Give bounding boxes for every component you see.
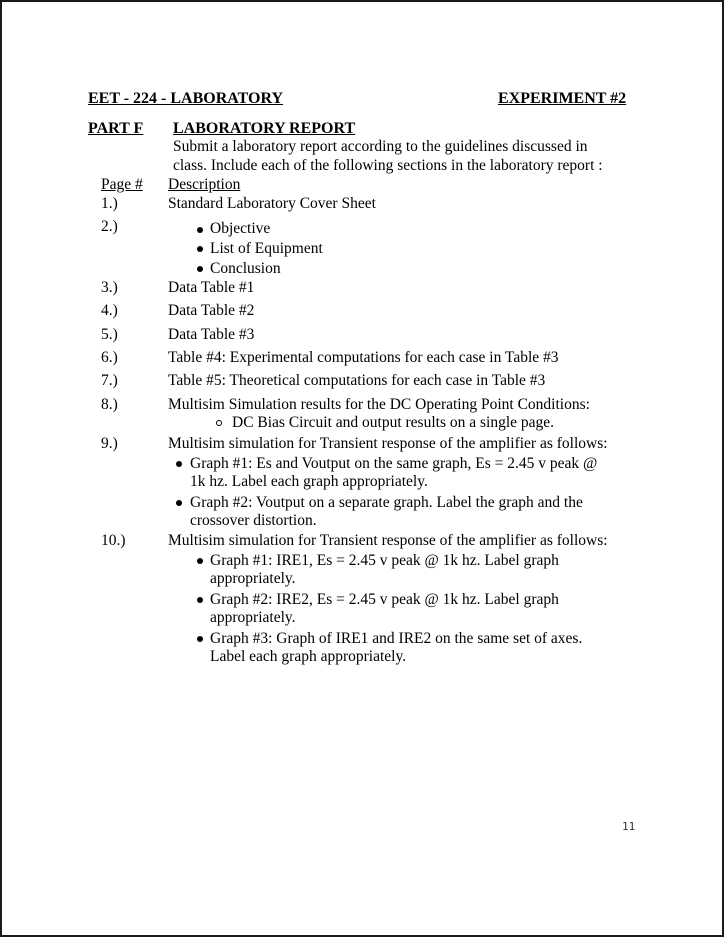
hollow-bullet-icon (216, 420, 222, 426)
item-text: Table #4: Experimental computations for each case in Table #3 (168, 349, 559, 366)
bullet-text: Conclusion (210, 260, 281, 277)
item-text: Table #5: Theoretical computations for each case in Table #3 (168, 372, 546, 389)
item-text: Data Table #2 (168, 302, 255, 319)
bullet-icon (197, 597, 203, 603)
bullet-icon (197, 558, 203, 564)
item-text: Multisim Simulation results for the DC Operating Point Conditions: (168, 396, 590, 413)
bullet-text: Graph #1: IRE1, Es = 2.45 v peak @ 1k hz. Label graph (210, 552, 559, 569)
item-text: Data Table #3 (168, 326, 255, 343)
item-number: 5.) (101, 326, 118, 343)
bullet-text: Objective (210, 220, 271, 237)
bullet-icon (176, 461, 182, 467)
bullet-icon (197, 246, 203, 252)
bullet-text: List of Equipment (210, 240, 323, 257)
bullet-text: Graph #2: Voutput on a separate graph. Label the graph and the (190, 494, 583, 511)
page-number: 11 (622, 820, 636, 833)
bullet-text: Label each graph appropriately. (210, 648, 407, 665)
item-number: 10.) (101, 532, 126, 549)
item-number: 6.) (101, 349, 118, 366)
bullet-icon (197, 636, 203, 642)
bullet-icon (197, 227, 203, 233)
bullet-text: Graph #1: Es and Voutput on the same graph, Es = 2.45 v peak @ (190, 455, 598, 472)
bullet-text: appropriately. (210, 609, 296, 626)
item-text: Data Table #1 (168, 279, 255, 296)
item-number: 8.) (101, 396, 118, 413)
item-number: 3.) (101, 279, 118, 296)
item-number: 1.) (101, 195, 118, 212)
experiment-title: EXPERIMENT #2 (498, 90, 627, 107)
sub-item-text: DC Bias Circuit and output results on a single page. (232, 414, 555, 431)
item-text: Multisim simulation for Transient response of the amplifier as follows: (168, 532, 608, 549)
item-text: Standard Laboratory Cover Sheet (168, 195, 376, 212)
bullet-text: Graph #3: Graph of IRE1 and IRE2 on the same set of axes. (210, 630, 583, 647)
bullet-text: crossover distortion. (190, 512, 317, 529)
item-number: 2.) (101, 218, 118, 235)
item-text: Multisim simulation for Transient response of the amplifier as follows: (168, 435, 608, 452)
page-column-heading: Page # (101, 176, 143, 193)
part-label: PART F (88, 120, 144, 137)
course-title: EET - 224 - LABORATORY (88, 90, 284, 107)
intro-line-2: class. Include each of the following sections in the laboratory report : (173, 157, 603, 174)
bullet-text: appropriately. (210, 570, 296, 587)
part-title: LABORATORY REPORT (173, 120, 356, 137)
intro-line-1: Submit a laboratory report according to the guidelines discussed in (173, 138, 588, 155)
bullet-text: Graph #2: IRE2, Es = 2.45 v peak @ 1k hz. Label graph (210, 591, 559, 608)
item-number: 7.) (101, 372, 118, 389)
item-number: 4.) (101, 302, 118, 319)
bullet-icon (176, 500, 182, 506)
description-column-heading: Description (168, 176, 241, 193)
item-number: 9.) (101, 435, 118, 452)
bullet-text: 1k hz. Label each graph appropriately. (190, 473, 428, 490)
bullet-icon (197, 266, 203, 272)
